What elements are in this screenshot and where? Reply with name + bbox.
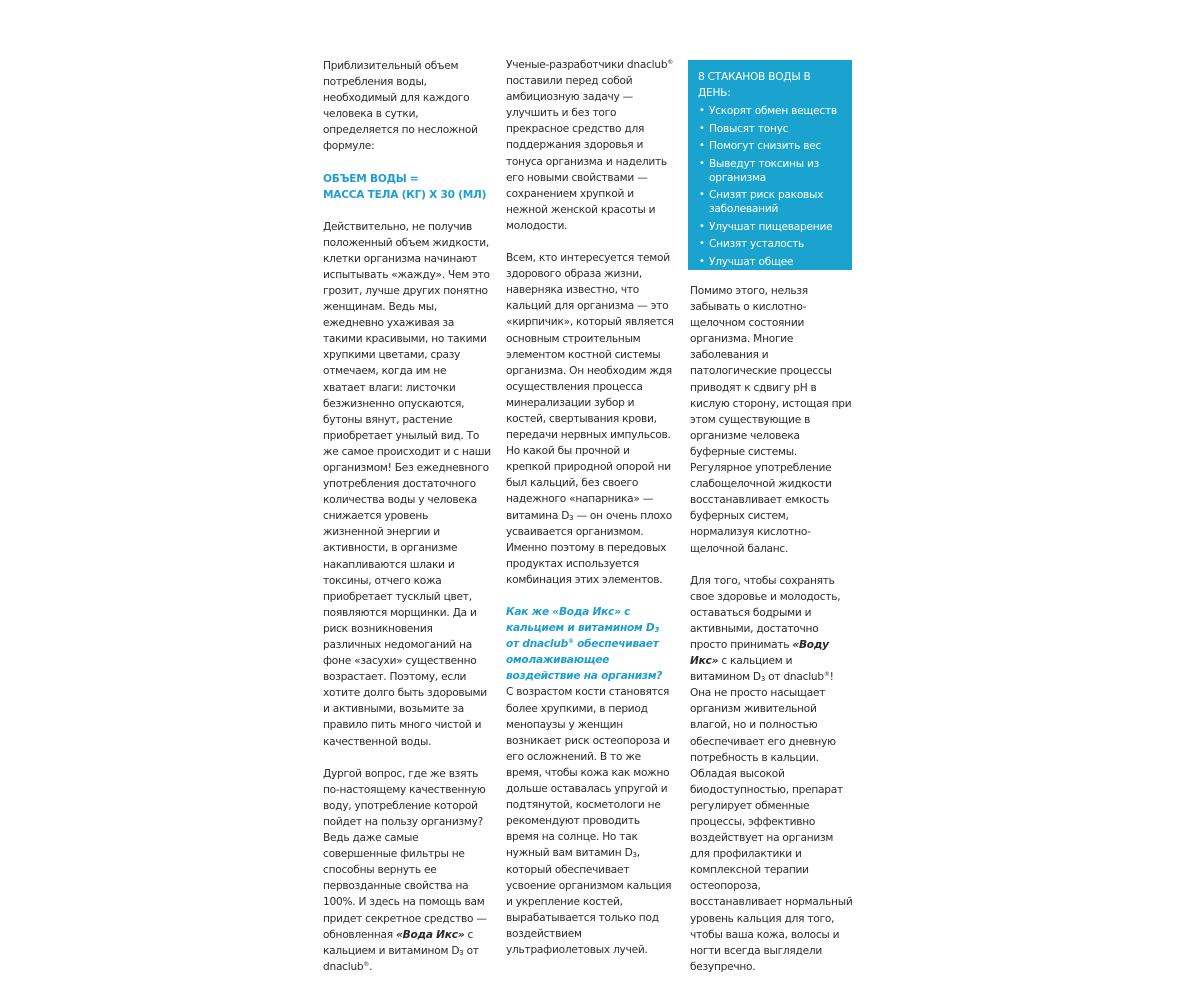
text-span: С возрастом кости становятся более хрупкими, в период менопаузы у женщин возникает риск остеопороза и его осложнений. В то же время, чтобы кожа как можно дольше оставалась упругой и подтянутой, косметологи не рекомендуют проводить время на солнце. Но так нужный вам витамин D: [506, 686, 670, 860]
registered-mark: ®: [567, 638, 574, 646]
brand-name: «Воду Икс»: [690, 638, 829, 668]
bullet-icon: •: [699, 105, 705, 116]
list-item: [698, 157, 844, 185]
text-span: , который обеспечивает усвоение организмом кальция и укрепление костей, вырабатывается только под воздействием ультрафиолетовых лучей.: [506, 847, 672, 956]
bullet-icon: •: [699, 238, 705, 249]
list-item: [698, 255, 844, 283]
article-column-3: [690, 283, 854, 991]
list-item-text: Снизят риск раковых заболеваний: [709, 189, 824, 215]
list-item: [698, 237, 844, 251]
text-span: Как же «Вода Икс» с кальцием и витамином D: [506, 606, 655, 635]
list-item: [698, 139, 844, 153]
brand-name: «Вода Икс»: [396, 928, 465, 941]
list-item: [698, 122, 844, 136]
box-title: 8 СТАКАНОВ ВОДЫ В ДЕНЬ:: [698, 71, 811, 99]
list-item: [698, 104, 844, 118]
bullet-icon: •: [699, 189, 705, 200]
aging-paragraph: [506, 684, 674, 958]
text-span: Дургой вопрос, где же взять по-настоящему качественную воду, употребление которой пойдет на пользу организму? Ведь даже самые совершенные фильтры не способны вернуть ее первозданные свойства на 100%. И здесь на помощь вам придет секретное средство — обновленная: [323, 767, 487, 941]
question-heading: [506, 604, 674, 684]
developers-paragraph: [506, 57, 674, 234]
registered-mark: ®: [363, 960, 370, 968]
dehydration-paragraph: Действительно, не получив положенный объем жидкости, клетки организма начинают испытывать «жажду». Чем это грозит, лучше других понятно женщинам. Ведь мы, ежедневно ухаживая за такими красивыми, но такими хрупкими цветами, сразу отмечаем, когда им не хватает влаги: листочки безжизненно опускаются, бутоны вянут, растение приобретает унылый вид. То же самое происходит и с наши организмом! Без ежедневного употребления достаточного количества воды у человека снижается уровень жизненной энергии и активности, в организме накапливаются шлаки и токсины, отчего кожа приобретает тусклый цвет, появляются морщинки. Да и риск возникновения различных недомоганий на фоне «засухи» существенно возрастает. Поэтому, если хотите долго быть здоровыми и активными, возьмите за правило пить много чистой и качественной воды.: [323, 220, 491, 748]
text-span: обеспечивает омолаживающее воздействие на организм?: [506, 638, 663, 683]
text-span: от dnaclub: [506, 638, 568, 651]
list-item-text: Помогут снизить вес: [709, 140, 822, 152]
text-span: Ученые-разработчики dnaclub: [506, 59, 668, 71]
article-column-2: [506, 57, 674, 974]
list-item-text: Снизят усталость: [709, 238, 805, 250]
water-formula: [323, 171, 491, 203]
formula-line-1: ОБЪЕМ ВОДЫ =: [323, 172, 419, 185]
list-item-text: Выведут токсины из организма: [709, 157, 819, 184]
list-item-text: Улучшат общее состояние здоровья: [709, 255, 817, 282]
text-span: Для того, чтобы сохранять свое здоровье и молодость, оставаться бодрыми и активными, достаточно просто принимать: [690, 574, 841, 651]
text-span: ! Она не просто насыщает организм живительной влагой, но и полностью обеспечивает его дневную потребность в кальции. Обладая высокой биодоступностью, препарат регулирует обменные процессы, эффективно воздействует на организм для профилактики и комплексной терапии остеопороза, восстанавливает нормальный уровень кальция для того, чтобы ваша кожа, волосы и ногти всегда выглядели безупречно.: [690, 671, 853, 973]
text-span: от dnaclub: [323, 944, 479, 973]
text-span: .: [369, 960, 373, 973]
list-item: [698, 188, 844, 216]
text-span: с кальцием и витамином D: [690, 655, 793, 684]
benefits-list: [698, 104, 844, 283]
text-span: от dnaclub: [765, 671, 824, 684]
ph-balance-paragraph: Помимо этого, нельзя забывать о кислотно-щелочном состоянии организма. Многие заболевания и патологические процессы приводят к сдвигу pH в кислую сторону, истощая при этом существующие в организме человека буферные системы. Регулярное употребление слабощелочной жидкости восстанавливает емкость буферных систем, нормализуя кислотно-щелочной баланс.: [690, 285, 852, 555]
registered-mark: ®: [667, 59, 674, 66]
subscript: 3: [760, 675, 766, 684]
text-span: Всем, кто интересуется темой здорового образа жизни, наверняка известно, что кальций для организма — это «кирпичик», который является основным строительным элементом костной системы организма. Он необходим ждя осуществления процесса минерализации зубор и костей, свертывания крови, передачи нервных импульсов. Но какой бы прочной и крепкой природной опорой ни был кальций, без своего надежного «напарника» — витамина D: [506, 252, 674, 522]
subscript: 3: [459, 948, 464, 957]
subscript: 3: [654, 626, 660, 635]
text-span: поставили перед собой амбициозную задачу — улучшить и без того прекрасное средство для поддержания здоровья и тонуса организма и наделить его новыми свойствами — сохранением хрупкой и нежной женской красоты и молодости.: [506, 75, 667, 232]
bullet-icon: •: [699, 255, 705, 267]
bullet-icon: •: [699, 140, 705, 151]
text-span: — он очень плохо усваивается организмом. Именно поэтому в передовых продуктах используется комбинация этих элементов.: [506, 509, 672, 586]
list-item-text: Ускорят обмен веществ: [709, 105, 837, 117]
list-item-text: Улучшат пищеварение: [709, 220, 833, 233]
list-item-text: Повысят тонус: [709, 122, 789, 135]
article-column-1: [323, 58, 491, 991]
subscript: 3: [632, 851, 637, 860]
bullet-icon: •: [699, 122, 705, 134]
calcium-paragraph: [506, 250, 674, 588]
intro-paragraph: Приблизительный объем потребления воды, необходимый для каждого человека в сутки, определяется по несложной формуле:: [323, 60, 478, 153]
formula-line-2: МАССА ТЕЛА (КГ) X 30 (МЛ): [323, 188, 487, 201]
list-item: [698, 220, 844, 234]
conclusion-paragraph: [690, 573, 854, 975]
registered-mark: ®: [823, 671, 830, 679]
bullet-icon: •: [699, 157, 705, 169]
subscript: 3: [569, 513, 574, 522]
water-benefits-box: [688, 60, 852, 282]
bullet-icon: •: [699, 220, 705, 232]
quality-water-paragraph: [323, 766, 491, 975]
text-span: с кальцием и витамином D: [323, 928, 474, 957]
